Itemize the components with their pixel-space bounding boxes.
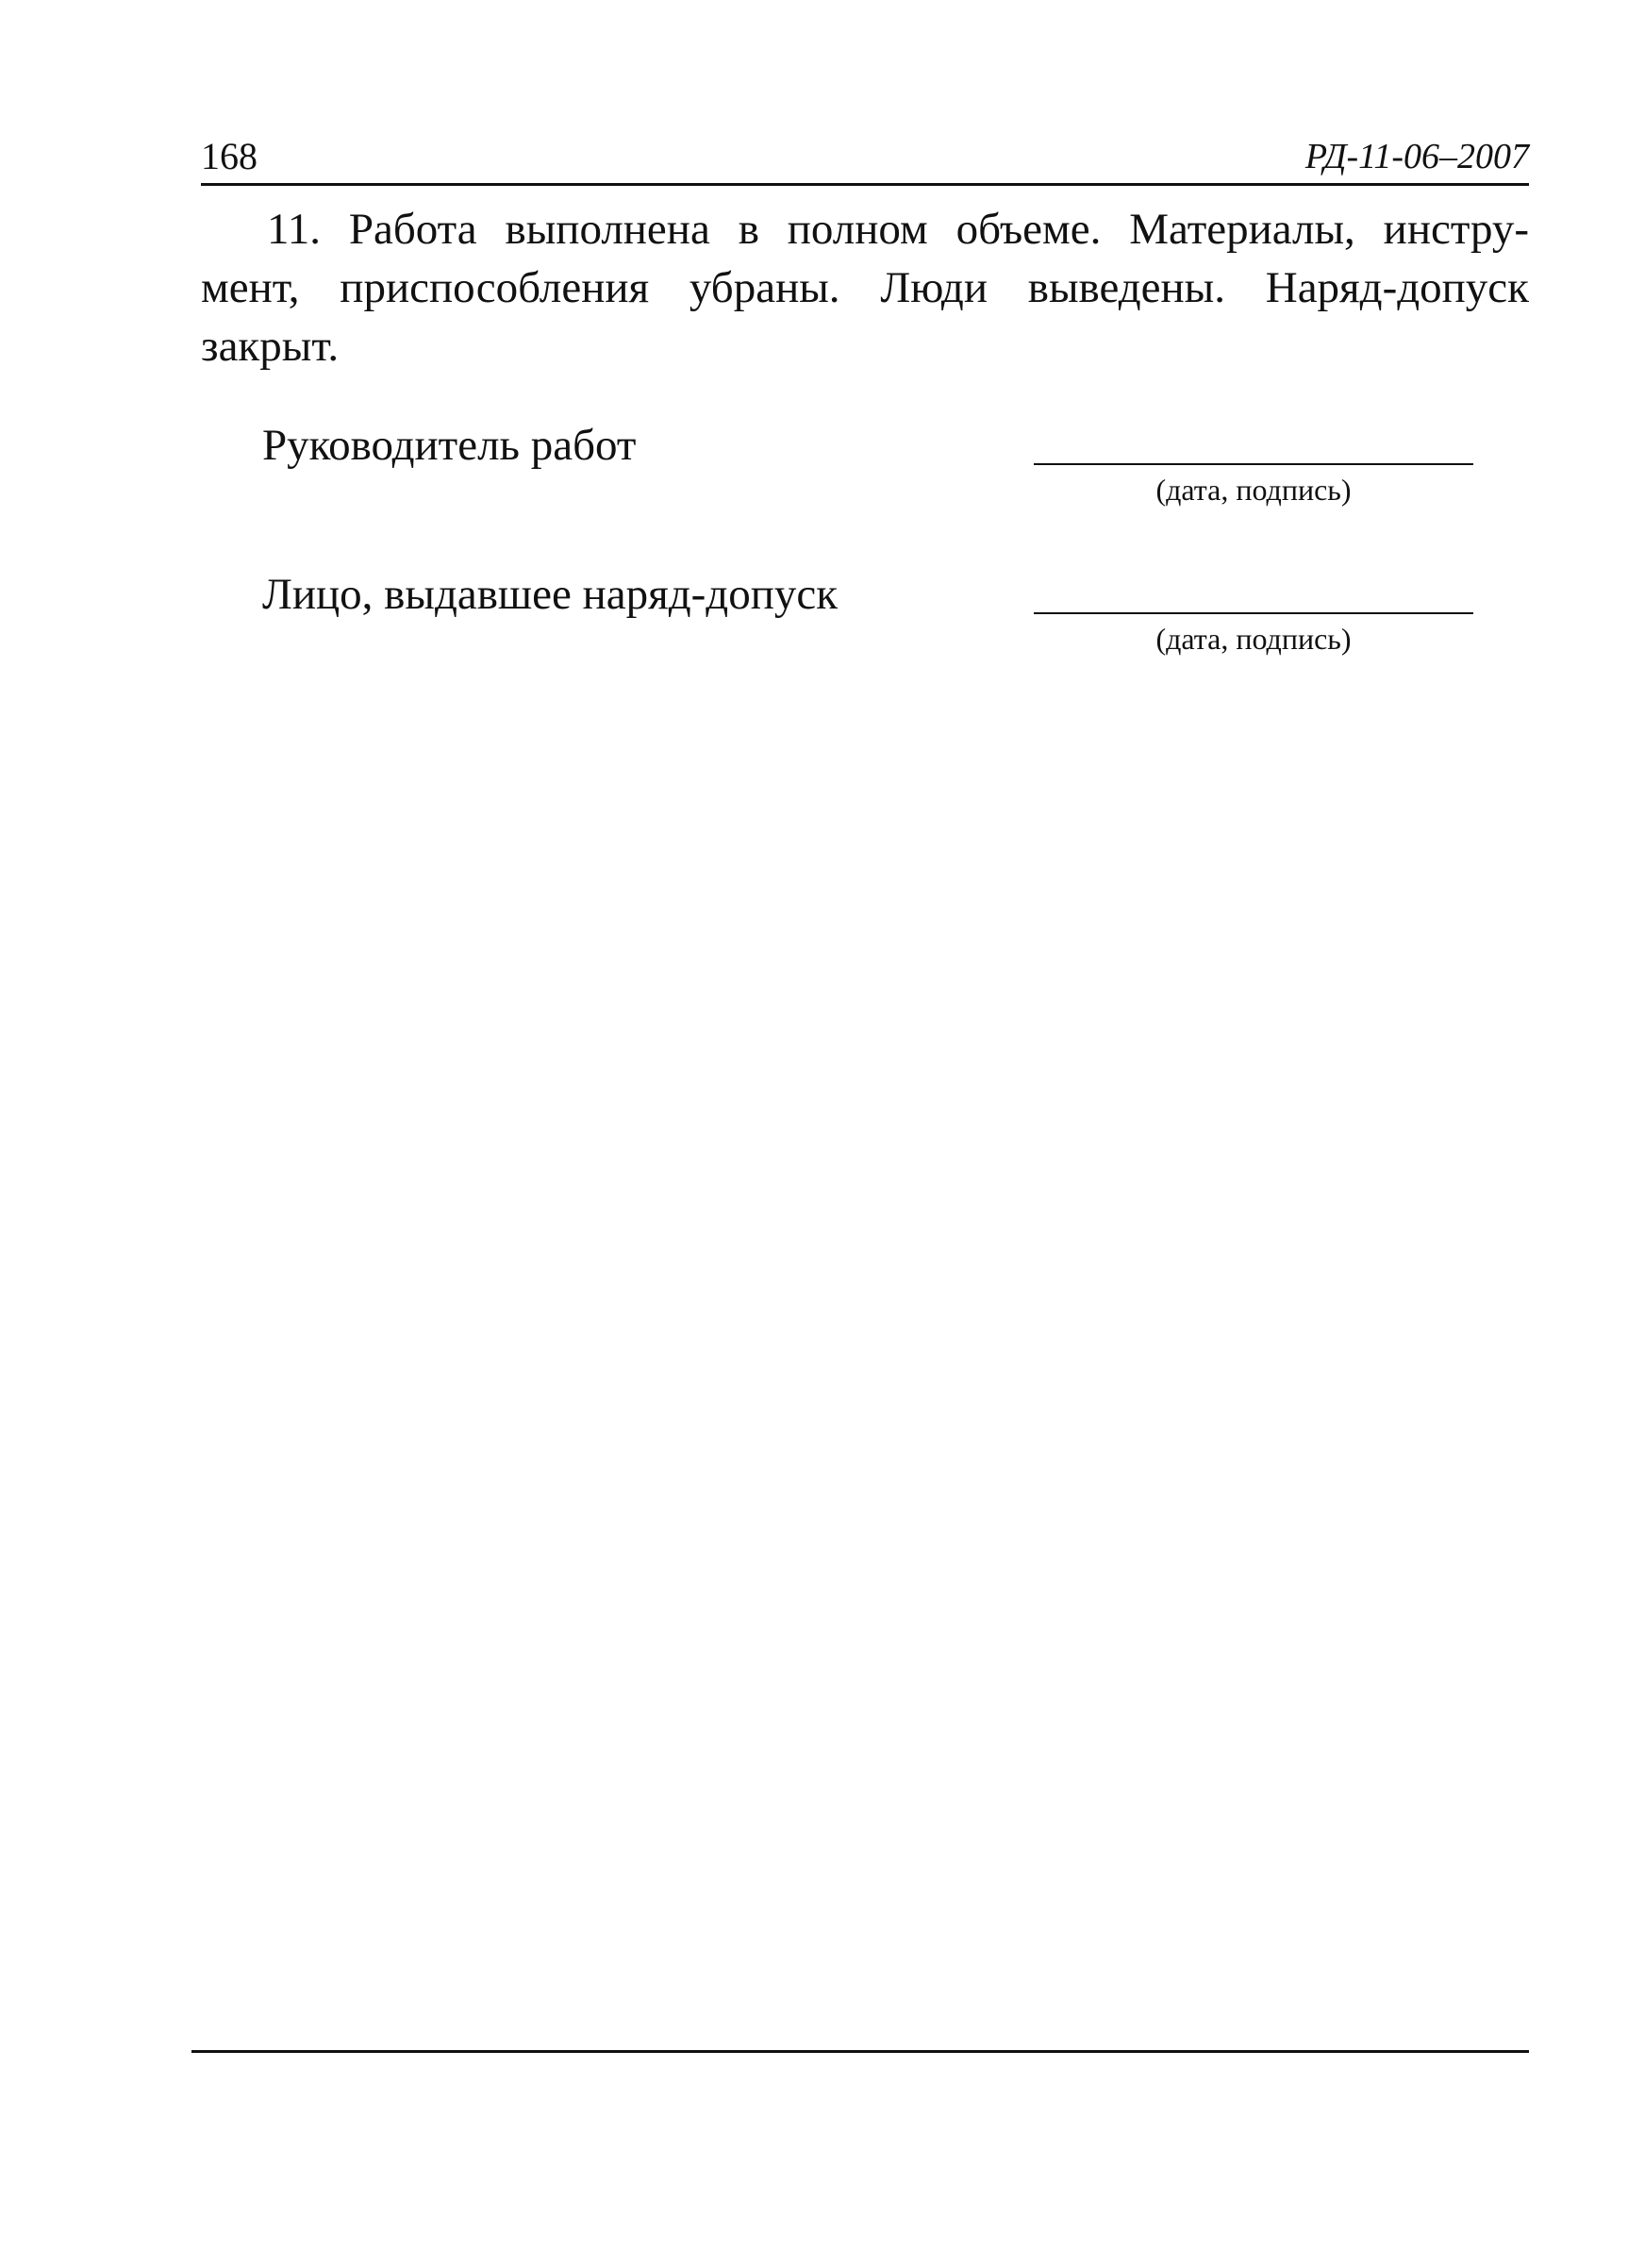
signature-block-permit-issuer xyxy=(0,565,1628,697)
page-header xyxy=(201,132,1529,185)
document-code: РД-11-06–2007 xyxy=(1304,137,1529,176)
paragraph-line: мент, приспособления убраны. Люди выведены. Наряд-допуск xyxy=(201,263,1529,312)
paragraph-line: закрыт. xyxy=(201,322,340,371)
footer-rule xyxy=(191,2050,1529,2053)
header-rule xyxy=(201,183,1529,186)
signature-caption: (дата, подпись) xyxy=(1155,473,1352,507)
signature-label: Лицо, выдавшее наряд-допуск xyxy=(262,570,839,619)
signature-block-work-supervisor xyxy=(0,416,1628,548)
closure-paragraph xyxy=(201,200,1529,375)
paragraph-line: 11. Работа выполнена в полном объеме. Материалы, инстру- xyxy=(267,205,1529,254)
page-number: 168 xyxy=(201,135,257,177)
signature-line xyxy=(1034,463,1473,465)
signature-line xyxy=(1034,612,1473,614)
signature-label: Руководитель работ xyxy=(262,421,637,470)
signature-caption: (дата, подпись) xyxy=(1155,622,1352,656)
